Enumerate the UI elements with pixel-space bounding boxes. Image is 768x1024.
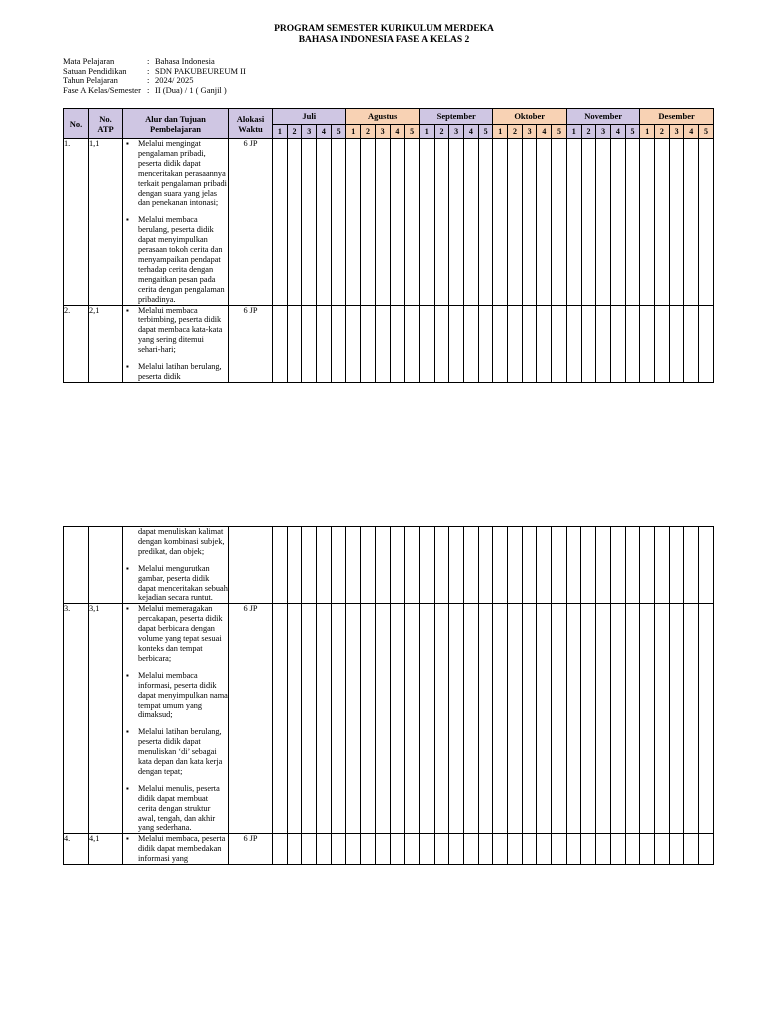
week-cell bbox=[375, 305, 390, 382]
goal-item: ▪ Melalui mengurutkan gambar, peserta didik dapat menceritakan sebuah kejadian secara runtut. bbox=[123, 564, 228, 604]
week-number-header: 3 bbox=[302, 125, 317, 139]
week-cell bbox=[287, 527, 302, 604]
week-cell bbox=[375, 834, 390, 865]
row-learning-goals bbox=[123, 139, 229, 306]
week-cell bbox=[610, 527, 625, 604]
week-cell bbox=[390, 834, 405, 865]
meta-label: Mata Pelajaran bbox=[63, 56, 115, 66]
week-number-header: 4 bbox=[684, 125, 699, 139]
week-cell bbox=[522, 305, 537, 382]
week-cell bbox=[640, 604, 655, 834]
week-cell bbox=[669, 305, 684, 382]
week-cell bbox=[331, 305, 346, 382]
week-cell bbox=[698, 834, 713, 865]
month-header-september: September bbox=[419, 109, 492, 125]
week-cell bbox=[581, 834, 596, 865]
meta-value: Bahasa Indonesia bbox=[155, 56, 215, 66]
week-cell bbox=[405, 527, 420, 604]
header-alur bbox=[123, 109, 229, 139]
month-header-juli: Juli bbox=[273, 109, 346, 125]
header-atp bbox=[89, 109, 123, 139]
week-cell bbox=[566, 305, 581, 382]
week-cell bbox=[596, 604, 611, 834]
table-row bbox=[64, 604, 714, 834]
meta-separator: : bbox=[147, 84, 150, 95]
week-cell bbox=[361, 139, 376, 306]
goal-list bbox=[123, 834, 228, 864]
month-header-oktober: Oktober bbox=[493, 109, 567, 125]
week-cell bbox=[566, 834, 581, 865]
week-cell bbox=[684, 139, 699, 306]
row-atp: 3,1 bbox=[89, 604, 123, 834]
week-cell bbox=[669, 527, 684, 604]
row-time-allocation: 6 JP bbox=[229, 305, 273, 382]
week-cell bbox=[419, 305, 434, 382]
week-cell bbox=[640, 305, 655, 382]
week-cell bbox=[405, 834, 420, 865]
week-cell bbox=[302, 305, 317, 382]
week-cell bbox=[390, 305, 405, 382]
week-cell bbox=[699, 139, 714, 306]
header-no bbox=[64, 109, 89, 139]
goal-item: ▪ Melalui mengingat pengalaman pribadi, peserta didik dapat menceritakan perasaannya terkait pengalaman pribadi dengan suara yang jelas dan penekanan intonasi; bbox=[123, 139, 228, 208]
document-title-line1: PROGRAM SEMESTER KURIKULUM MERDEKA bbox=[274, 24, 494, 34]
week-cell bbox=[596, 305, 611, 382]
document-meta bbox=[63, 57, 246, 95]
week-number-header: 3 bbox=[596, 125, 611, 139]
week-cell bbox=[302, 527, 317, 604]
week-cell bbox=[346, 834, 361, 865]
week-cell bbox=[478, 604, 493, 834]
week-cell bbox=[625, 305, 640, 382]
goal-list bbox=[123, 564, 228, 604]
week-cell bbox=[287, 604, 302, 834]
week-cell bbox=[699, 305, 714, 382]
week-cell bbox=[625, 604, 640, 834]
week-number-header: 4 bbox=[537, 125, 552, 139]
week-number-header: 5 bbox=[405, 125, 420, 139]
week-cell bbox=[581, 139, 596, 306]
goal-list bbox=[123, 306, 228, 382]
week-cell bbox=[405, 139, 420, 306]
header-alokasi-line2: Waktu bbox=[238, 123, 263, 134]
week-cell bbox=[537, 604, 552, 834]
week-cell bbox=[434, 527, 449, 604]
goal-item: ▪ Melalui membaca berulang, peserta didik dapat menyimpulkan perasaan tokoh cerita dan menyampaikan pendapat terhadap cerita dengan mengaitkan pesan pada cerita dengan pengalaman pribadinya. bbox=[123, 215, 228, 304]
week-cell bbox=[537, 834, 552, 865]
week-cell bbox=[581, 527, 596, 604]
week-cell bbox=[419, 527, 434, 604]
week-cell bbox=[434, 604, 449, 834]
meta-row-class bbox=[63, 86, 246, 96]
week-cell bbox=[317, 834, 332, 865]
week-number-header: 5 bbox=[552, 125, 567, 139]
week-number-header: 3 bbox=[375, 125, 390, 139]
week-cell bbox=[522, 139, 537, 306]
row-time-allocation: 6 JP bbox=[229, 834, 273, 865]
goal-item: ▪ Melalui menulis, peserta didik dapat membuat cerita dengan struktur awal, tengah, dan akhir yang sederhana. bbox=[123, 784, 228, 834]
week-number-header: 1 bbox=[566, 125, 581, 139]
week-number-header: 1 bbox=[419, 125, 434, 139]
week-cell bbox=[449, 139, 464, 306]
week-cell bbox=[375, 604, 390, 834]
row-number: 1. bbox=[64, 139, 89, 306]
meta-label: Fase A Kelas/Semester bbox=[63, 84, 141, 95]
row-atp bbox=[89, 527, 123, 604]
week-cell bbox=[390, 604, 405, 834]
week-cell bbox=[655, 305, 670, 382]
week-cell bbox=[478, 834, 493, 865]
week-cell bbox=[434, 139, 449, 306]
week-cell bbox=[317, 604, 332, 834]
week-cell bbox=[302, 139, 317, 306]
week-cell bbox=[508, 834, 523, 865]
row-time-allocation: 6 JP bbox=[229, 604, 273, 834]
week-cell bbox=[684, 834, 699, 865]
week-cell bbox=[552, 604, 567, 834]
week-number-header: 5 bbox=[699, 125, 714, 139]
row-atp: 4,1 bbox=[89, 834, 123, 865]
week-cell bbox=[346, 604, 361, 834]
week-cell bbox=[361, 527, 376, 604]
week-cell bbox=[566, 604, 581, 834]
week-number-header: 4 bbox=[390, 125, 405, 139]
week-cell bbox=[361, 305, 376, 382]
week-cell bbox=[331, 834, 346, 865]
week-cell bbox=[610, 305, 625, 382]
week-cell bbox=[596, 139, 611, 306]
week-cell bbox=[478, 139, 493, 306]
week-cell bbox=[684, 604, 699, 834]
week-cell bbox=[654, 834, 669, 865]
week-cell bbox=[419, 604, 434, 834]
week-cell bbox=[655, 139, 670, 306]
goal-list bbox=[123, 139, 228, 305]
meta-separator: : bbox=[147, 75, 150, 86]
week-cell bbox=[522, 604, 537, 834]
week-cell bbox=[273, 305, 288, 382]
week-cell bbox=[463, 527, 478, 604]
week-cell bbox=[596, 527, 611, 604]
week-cell bbox=[493, 527, 508, 604]
header-atp-line2: ATP bbox=[97, 123, 114, 134]
week-cell bbox=[287, 305, 302, 382]
week-cell bbox=[317, 527, 332, 604]
week-cell bbox=[287, 834, 302, 865]
week-cell bbox=[449, 305, 464, 382]
week-number-header: 2 bbox=[508, 125, 523, 139]
week-cell bbox=[508, 139, 523, 306]
row-time-allocation: 6 JP bbox=[229, 139, 273, 306]
week-number-header: 1 bbox=[640, 125, 655, 139]
week-cell bbox=[684, 527, 699, 604]
week-cell bbox=[640, 527, 655, 604]
week-cell bbox=[302, 604, 317, 834]
header-alokasi-line1: Alokasi bbox=[236, 113, 265, 124]
header-atp-line1: No. bbox=[99, 113, 112, 124]
week-cell bbox=[669, 139, 684, 306]
week-cell bbox=[610, 834, 625, 865]
week-cell bbox=[419, 834, 434, 865]
month-header-november: November bbox=[566, 109, 639, 125]
week-cell bbox=[331, 139, 346, 306]
week-cell bbox=[581, 604, 596, 834]
week-cell bbox=[669, 834, 684, 865]
goal-item: ▪ Melalui membaca informasi, peserta didik dapat menyimpulkan nama tempat umum yang dimaksud; bbox=[123, 671, 228, 721]
week-cell bbox=[273, 139, 288, 306]
week-cell bbox=[640, 139, 655, 306]
month-header-agustus: Agustus bbox=[346, 109, 420, 125]
goal-item: ▪ Melalui membaca terbimbing, peserta didik dapat membaca kata-kata yang sering ditemui sehari-hari; bbox=[123, 306, 228, 356]
week-cell bbox=[346, 139, 361, 306]
week-cell bbox=[463, 834, 478, 865]
week-cell bbox=[625, 527, 640, 604]
meta-value: SDN PAKUBEUREUM II bbox=[155, 65, 246, 76]
row-learning-goals bbox=[123, 834, 229, 865]
week-number-header: 2 bbox=[655, 125, 670, 139]
week-cell bbox=[434, 834, 449, 865]
week-cell bbox=[493, 139, 508, 306]
week-number-header: 1 bbox=[273, 125, 288, 139]
program-semester-table-page2 bbox=[63, 526, 714, 865]
week-cell bbox=[522, 834, 537, 865]
week-cell bbox=[566, 527, 581, 604]
week-cell bbox=[375, 527, 390, 604]
week-cell bbox=[552, 834, 567, 865]
week-cell bbox=[508, 305, 523, 382]
table-row bbox=[64, 139, 714, 306]
week-number-header: 2 bbox=[581, 125, 596, 139]
row-learning-goals bbox=[123, 604, 229, 834]
week-cell bbox=[537, 527, 552, 604]
header-no-label: No. bbox=[69, 118, 83, 129]
goal-item: ▪ Melalui membaca, peserta didik dapat membedakan informasi yang bbox=[123, 834, 228, 864]
week-cell bbox=[552, 527, 567, 604]
row-atp: 1,1 bbox=[89, 139, 123, 306]
week-cell bbox=[405, 305, 420, 382]
week-cell bbox=[361, 834, 376, 865]
week-cell bbox=[522, 527, 537, 604]
week-cell bbox=[508, 527, 523, 604]
row-number: 3. bbox=[64, 604, 89, 834]
week-number-header: 5 bbox=[625, 125, 640, 139]
week-number-header: 5 bbox=[478, 125, 493, 139]
meta-separator: : bbox=[147, 65, 150, 76]
goal-item: ▪ Melalui latihan berulang, peserta didik bbox=[123, 362, 228, 382]
week-cell bbox=[273, 527, 288, 604]
week-cell bbox=[508, 604, 523, 834]
week-cell bbox=[493, 604, 508, 834]
table-row bbox=[64, 527, 714, 604]
week-cell bbox=[552, 139, 567, 306]
week-cell bbox=[463, 604, 478, 834]
goal-item-continued: dapat menuliskan kalimat dengan kombinasi subjek, predikat, dan objek; bbox=[138, 527, 225, 556]
week-number-header: 2 bbox=[434, 125, 449, 139]
week-cell bbox=[478, 305, 493, 382]
week-cell bbox=[273, 834, 288, 865]
week-number-header: 4 bbox=[610, 125, 625, 139]
meta-value: 2024/ 2025 bbox=[155, 75, 194, 86]
row-learning-goals bbox=[123, 527, 229, 604]
week-cell bbox=[640, 834, 655, 865]
week-number-header: 1 bbox=[346, 125, 361, 139]
goal-item: ▪ Melalui memeragakan percakapan, peserta didik dapat berbicara dengan volume yang tepat sesuai konteks dan tempat berbicara; bbox=[123, 604, 228, 663]
goal-item: ▪ Melalui latihan berulang, peserta didik dapat menuliskan ‘di’ sebagai kata depan dan kata kerja dengan tepat; bbox=[123, 727, 228, 777]
week-cell bbox=[566, 139, 581, 306]
week-cell bbox=[464, 305, 479, 382]
week-cell bbox=[390, 139, 405, 306]
week-cell bbox=[331, 527, 346, 604]
week-number-header: 3 bbox=[522, 125, 537, 139]
week-cell bbox=[625, 834, 640, 865]
week-cell bbox=[331, 604, 346, 834]
week-cell bbox=[273, 604, 288, 834]
week-cell bbox=[405, 604, 420, 834]
week-number-header: 3 bbox=[449, 125, 464, 139]
row-number: 4. bbox=[64, 834, 89, 865]
meta-label: Satuan Pendidikan bbox=[63, 65, 127, 76]
week-cell bbox=[449, 527, 464, 604]
row-atp: 2,1 bbox=[89, 305, 123, 382]
week-cell bbox=[419, 139, 434, 306]
week-cell bbox=[375, 139, 390, 306]
meta-separator: : bbox=[147, 56, 150, 66]
week-number-header: 2 bbox=[287, 125, 302, 139]
week-number-header: 2 bbox=[361, 125, 376, 139]
week-cell bbox=[610, 139, 625, 306]
row-number: 2. bbox=[64, 305, 89, 382]
week-cell bbox=[552, 305, 567, 382]
row-number bbox=[64, 527, 89, 604]
week-cell bbox=[610, 604, 625, 834]
week-cell bbox=[654, 527, 669, 604]
week-cell bbox=[596, 834, 611, 865]
week-cell bbox=[698, 527, 713, 604]
week-cell bbox=[302, 834, 317, 865]
week-cell bbox=[493, 305, 508, 382]
week-cell bbox=[449, 834, 464, 865]
meta-label: Tahun Pelajaran bbox=[63, 75, 118, 86]
week-cell bbox=[317, 139, 332, 306]
week-cell bbox=[361, 604, 376, 834]
week-cell bbox=[654, 604, 669, 834]
week-cell bbox=[581, 305, 596, 382]
week-number-header: 5 bbox=[331, 125, 346, 139]
week-number-header: 4 bbox=[317, 125, 332, 139]
document-title-line2: BAHASA INDONESIA FASE A KELAS 2 bbox=[298, 35, 470, 45]
week-cell bbox=[478, 527, 493, 604]
week-cell bbox=[317, 305, 332, 382]
table-row bbox=[64, 305, 714, 382]
week-cell bbox=[346, 527, 361, 604]
program-semester-table-page1 bbox=[63, 108, 714, 383]
week-cell bbox=[698, 604, 713, 834]
meta-value: II (Dua) / 1 ( Ganjil ) bbox=[155, 84, 227, 95]
header-alur-line2: Pembelajaran bbox=[150, 123, 201, 134]
week-cell bbox=[449, 604, 464, 834]
table-row bbox=[64, 834, 714, 865]
week-cell bbox=[464, 139, 479, 306]
week-number-header: 1 bbox=[493, 125, 508, 139]
week-cell bbox=[684, 305, 699, 382]
week-number-header: 3 bbox=[669, 125, 684, 139]
week-cell bbox=[287, 139, 302, 306]
goal-list bbox=[123, 604, 228, 833]
week-cell bbox=[625, 139, 640, 306]
header-alur-line1: Alur dan Tujuan bbox=[145, 113, 206, 124]
week-cell bbox=[669, 604, 684, 834]
row-time-allocation bbox=[229, 527, 273, 604]
week-cell bbox=[537, 139, 552, 306]
week-cell bbox=[346, 305, 361, 382]
row-learning-goals bbox=[123, 305, 229, 382]
week-cell bbox=[493, 834, 508, 865]
week-cell bbox=[537, 305, 552, 382]
month-header-desember: Desember bbox=[640, 109, 713, 125]
week-number-header: 4 bbox=[464, 125, 479, 139]
week-cell bbox=[390, 527, 405, 604]
week-cell bbox=[434, 305, 449, 382]
header-alokasi bbox=[229, 109, 273, 139]
